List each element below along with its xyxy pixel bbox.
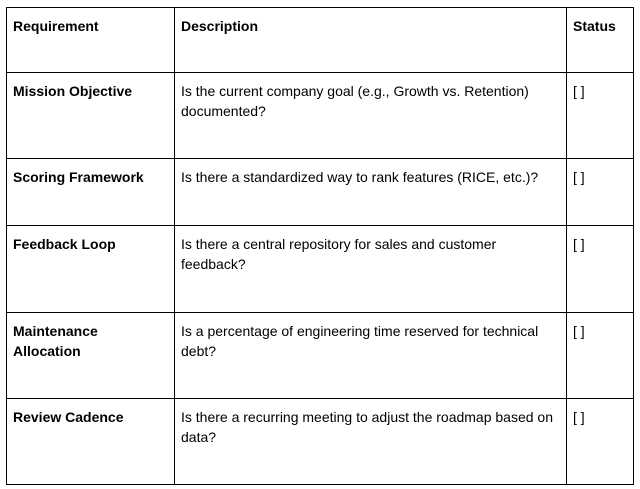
requirement-cell: Review Cadence — [7, 399, 175, 485]
requirements-table — [6, 7, 634, 485]
status-checkbox[interactable]: [ ] — [567, 226, 634, 313]
status-checkbox[interactable]: [ ] — [567, 159, 634, 226]
requirement-cell: Mission Objective — [7, 73, 175, 159]
table-row — [7, 399, 634, 485]
requirement-cell: Scoring Framework — [7, 159, 175, 226]
status-checkbox[interactable]: [ ] — [567, 313, 634, 399]
status-checkbox[interactable]: [ ] — [567, 399, 634, 485]
description-cell: Is the current company goal (e.g., Growth vs. Retention) documented? — [175, 73, 567, 159]
requirement-cell: Maintenance Allocation — [7, 313, 175, 399]
description-cell: Is there a recurring meeting to adjust the roadmap based on data? — [175, 399, 567, 485]
status-checkbox[interactable]: [ ] — [567, 73, 634, 159]
description-cell: Is a percentage of engineering time reserved for technical debt? — [175, 313, 567, 399]
table-row — [7, 313, 634, 399]
table-row — [7, 159, 634, 226]
header-status: Status — [567, 8, 634, 73]
table-row — [7, 73, 634, 159]
table-header-row — [7, 8, 634, 73]
header-requirement: Requirement — [7, 8, 175, 73]
header-description: Description — [175, 8, 567, 73]
description-cell: Is there a standardized way to rank features (RICE, etc.)? — [175, 159, 567, 226]
table-row — [7, 226, 634, 313]
description-cell: Is there a central repository for sales and customer feedback? — [175, 226, 567, 313]
requirement-cell: Feedback Loop — [7, 226, 175, 313]
